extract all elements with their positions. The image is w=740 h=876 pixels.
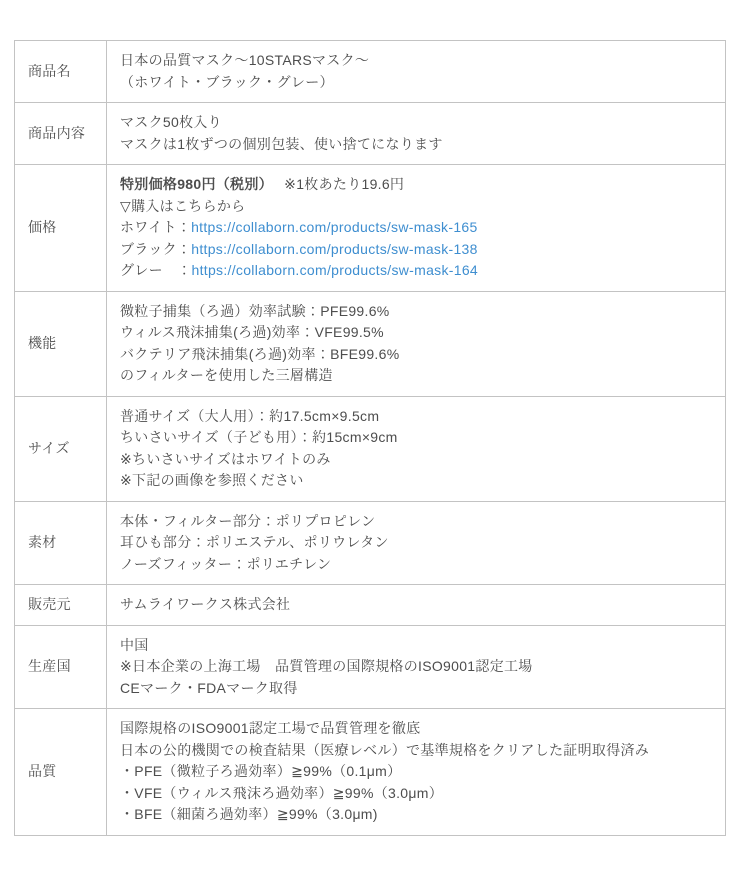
purchase-heading: ▽購入はこちらから <box>120 197 246 214</box>
size-line-2: ちいさいサイズ（子ども用）：約15cm×9cm <box>120 429 398 445</box>
black-product-link[interactable]: https://collaborn.com/products/sw-mask-138 <box>191 240 478 257</box>
table-row-function <box>15 291 726 396</box>
function-line-2: ウィルス飛沫捕集(ろ過)効率：VFE99.5% <box>120 324 384 340</box>
price-per-piece-note: ※1枚あたり19.6円 <box>284 176 405 192</box>
gray-product-link[interactable]: https://collaborn.com/products/sw-mask-164 <box>191 262 478 278</box>
black-link-label: ブラック： <box>120 240 192 257</box>
row-value-price <box>107 165 726 292</box>
material-line-2: 耳ひも部分：ポリエステル、ポリウレタン <box>120 534 389 550</box>
row-value-material <box>107 501 726 585</box>
material-line-1: 本体・フィルター部分：ポリプロピレン <box>120 512 376 529</box>
seller-line-1: サムライワークス株式会社 <box>120 596 291 612</box>
quality-line-1: 国際規格のISO9001認定工場で品質管理を徹底 <box>120 720 421 736</box>
special-price-text: 特別価格980円（税別） <box>120 176 273 192</box>
gray-link-line <box>120 260 712 282</box>
size-line-1: 普通サイズ（大人用）：約17.5cm×9.5cm <box>120 407 380 424</box>
row-header-size: サイズ <box>15 396 107 501</box>
product-name-line-2: （ホワイト・ブラック・グレー） <box>120 73 334 90</box>
white-product-link[interactable]: https://collaborn.com/products/sw-mask-165 <box>191 219 478 235</box>
row-header-price: 価格 <box>15 165 107 292</box>
table-row-quality <box>15 709 726 836</box>
size-line-4: ※下記の画像を参照ください <box>120 472 304 488</box>
country-line-3: CEマーク・FDAマーク取得 <box>120 679 298 696</box>
quality-line-2: 日本の公的機関での検査結果（医療レベル）で基準規格をクリアした証明取得済み <box>120 741 650 758</box>
table-row-material <box>15 501 726 585</box>
quality-line-4: ・VFE（ウィルス飛沫ろ過効率）≧99%（3.0μm） <box>120 784 444 801</box>
product-name-line-1: 日本の品質マスク～10STARSマスク～ <box>120 52 370 68</box>
function-line-4: のフィルターを使用した三層構造 <box>120 367 333 383</box>
function-line-1: 微粒子捕集（ろ過）効率試験：PFE99.6% <box>120 302 390 319</box>
contents-line-1: マスク50枚入り <box>120 114 222 130</box>
quality-line-3: ・PFE（微粒子ろ過効率）≧99%（0.1μm） <box>120 763 402 779</box>
contents-line-2: マスクは1枚ずつの個別包装、使い捨てになります <box>120 135 443 152</box>
price-line <box>120 174 712 196</box>
row-header-contents: 商品内容 <box>15 103 107 165</box>
row-value-size <box>107 396 726 501</box>
row-header-product-name: 商品名 <box>15 41 107 103</box>
row-header-seller: 販売元 <box>15 585 107 626</box>
table-row-price <box>15 165 726 292</box>
row-header-function: 機能 <box>15 291 107 396</box>
gray-link-label: グレー ： <box>120 262 192 278</box>
country-line-2: ※日本企業の上海工場 品質管理の国際規格のISO9001認定工場 <box>120 658 533 674</box>
row-value-contents <box>107 103 726 165</box>
table-row-seller <box>15 585 726 626</box>
table-row-size <box>15 396 726 501</box>
row-header-quality: 品質 <box>15 709 107 836</box>
row-header-material: 素材 <box>15 501 107 585</box>
row-value-seller <box>107 585 726 626</box>
row-value-country <box>107 625 726 709</box>
country-line-1: 中国 <box>120 636 149 653</box>
size-line-3: ※ちいさいサイズはホワイトのみ <box>120 450 331 467</box>
product-spec-table <box>14 40 726 836</box>
table-row-country <box>15 625 726 709</box>
row-value-function <box>107 291 726 396</box>
function-line-3: バクテリア飛沫捕集(ろ過)効率：BFE99.6% <box>120 345 400 362</box>
quality-line-5: ・BFE（細菌ろ過効率）≧99%（3.0μm) <box>120 806 378 822</box>
table-row-product-name <box>15 41 726 103</box>
row-value-product-name <box>107 41 726 103</box>
white-link-line <box>120 217 712 239</box>
black-link-line <box>120 239 712 261</box>
white-link-label: ホワイト： <box>120 219 192 235</box>
table-row-contents <box>15 103 726 165</box>
material-line-3: ノーズフィッター：ポリエチレン <box>120 555 332 572</box>
row-value-quality <box>107 709 726 836</box>
row-header-country: 生産国 <box>15 625 107 709</box>
